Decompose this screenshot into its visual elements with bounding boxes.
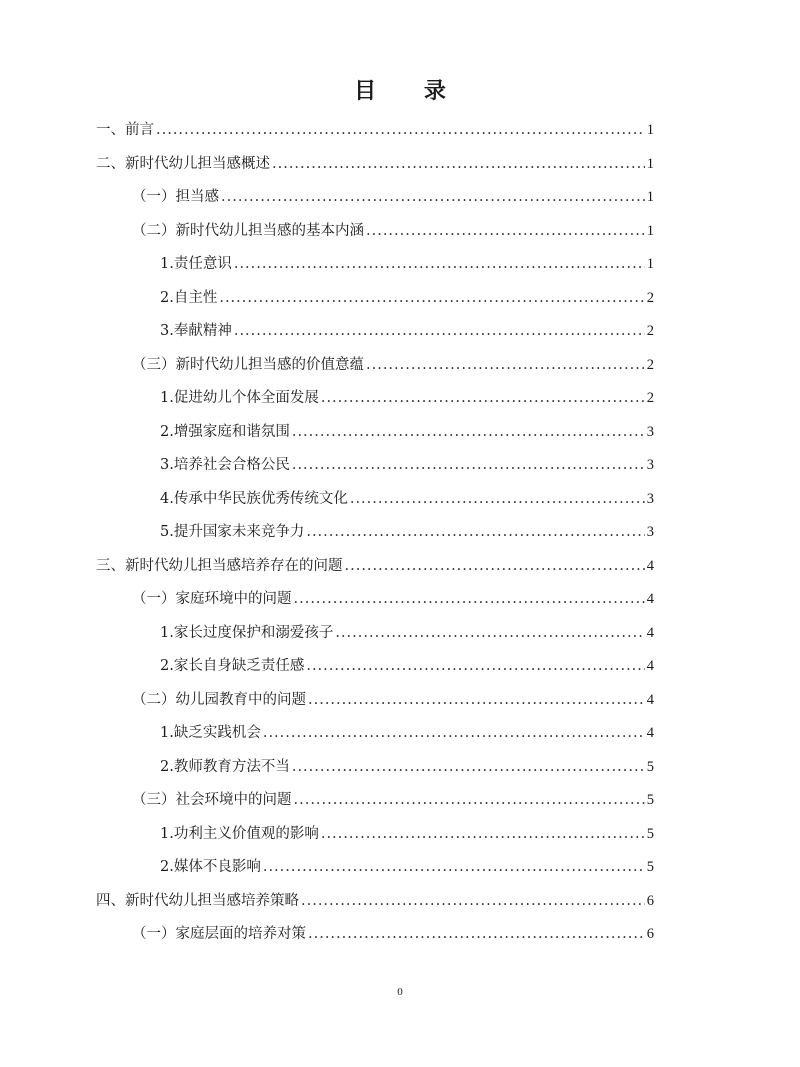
toc-entry-label: （二）幼儿园教育中的问题 <box>132 691 306 708</box>
dot-leader <box>292 449 645 483</box>
toc-entry[interactable] <box>96 818 654 852</box>
dot-leader <box>335 617 644 651</box>
toc-entry-label: （三）新时代幼儿担当感的价值意蕴 <box>132 356 364 373</box>
toc-entry-label: 二、新时代幼儿担当感概述 <box>96 155 270 172</box>
toc-entry-label: 5.提升国家未来竞争力 <box>160 524 305 540</box>
dot-leader <box>292 751 645 785</box>
dot-leader <box>306 516 644 550</box>
toc-entry-page: 2 <box>646 289 654 306</box>
toc-entry-page: 1 <box>646 189 654 205</box>
toc-entry-label: 3.培养社会合格公民 <box>160 457 290 473</box>
page-title: 目 录 <box>354 79 466 104</box>
dot-leader <box>366 349 645 383</box>
dot-leader <box>350 483 645 517</box>
toc-entry[interactable] <box>96 885 654 919</box>
dot-leader <box>321 818 645 852</box>
toc-entry-page: 3 <box>646 457 654 473</box>
toc-entry-label: 1.缺乏实践机会 <box>160 725 261 741</box>
toc-entry-label: 2.教师教育方法不当 <box>160 758 290 775</box>
toc-entry[interactable] <box>96 583 654 617</box>
dot-leader <box>292 416 645 450</box>
dot-leader <box>321 382 645 416</box>
toc-entry-page: 1 <box>646 122 654 138</box>
toc-entry-label: 4.传承中华民族优秀传统文化 <box>160 490 348 507</box>
dot-leader <box>301 885 645 919</box>
toc-entry-page: 4 <box>646 557 654 574</box>
dot-leader <box>345 550 645 584</box>
toc-entry-label: （一）担当感 <box>132 189 219 205</box>
toc-entry-page: 3 <box>646 524 654 540</box>
dot-leader <box>272 148 645 182</box>
toc-entry-page: 2 <box>646 323 654 339</box>
toc-entry-page: 4 <box>646 658 654 674</box>
dot-leader <box>221 181 645 215</box>
toc-entry-label: 1.家长过度保护和溺爱孩子 <box>160 624 334 641</box>
toc-entry-label: 1.责任意识 <box>160 256 232 272</box>
toc-entry[interactable] <box>96 349 654 383</box>
toc-entry-label: 2.增强家庭和谐氛围 <box>160 423 290 440</box>
toc-entry-page: 5 <box>646 792 654 808</box>
toc-entry-label: （二）新时代幼儿担当感的基本内涵 <box>132 222 364 239</box>
toc-entry-page: 5 <box>646 859 654 875</box>
page-number: 0 <box>397 986 403 998</box>
toc-entry-page: 3 <box>646 490 654 507</box>
toc-entry[interactable] <box>96 315 654 349</box>
toc-entry-page: 4 <box>646 624 654 641</box>
toc-entry[interactable] <box>96 449 654 483</box>
dot-leader <box>294 583 645 617</box>
toc-entry-label: 一、前言 <box>96 122 154 138</box>
dot-leader <box>308 918 645 952</box>
toc-entry-label: 2.自主性 <box>160 289 218 306</box>
toc-entry[interactable] <box>96 382 654 416</box>
toc-entry-page: 5 <box>646 758 654 775</box>
dot-leader <box>234 248 645 282</box>
toc-entry-page: 5 <box>646 825 654 842</box>
toc-entry[interactable] <box>96 215 654 249</box>
toc-entry[interactable] <box>96 148 654 182</box>
toc-entry-page: 3 <box>646 423 654 440</box>
toc-entry-label: 1.促进幼儿个体全面发展 <box>160 390 319 406</box>
toc-entry-page: 2 <box>646 356 654 373</box>
toc-entry[interactable] <box>96 784 654 818</box>
table-of-contents <box>96 114 654 952</box>
toc-entry-label: （一）家庭环境中的问题 <box>132 591 292 607</box>
dot-leader <box>308 684 645 718</box>
toc-entry-page: 1 <box>646 222 654 239</box>
toc-entry[interactable] <box>96 684 654 718</box>
toc-entry[interactable] <box>96 550 654 584</box>
toc-entry-page: 1 <box>646 155 654 172</box>
toc-entry[interactable] <box>96 483 654 517</box>
toc-entry-page: 1 <box>646 256 654 272</box>
dot-leader <box>294 784 645 818</box>
toc-entry[interactable] <box>96 650 654 684</box>
toc-entry-page: 6 <box>646 892 654 909</box>
toc-entry-page: 6 <box>646 926 654 942</box>
toc-entry[interactable] <box>96 751 654 785</box>
toc-entry[interactable] <box>96 617 654 651</box>
toc-entry[interactable] <box>96 717 654 751</box>
toc-entry-page: 4 <box>646 691 654 708</box>
toc-entry-label: 2.媒体不良影响 <box>160 859 261 875</box>
toc-entry-page: 4 <box>646 725 654 741</box>
toc-entry[interactable] <box>96 181 654 215</box>
toc-entry[interactable] <box>96 416 654 450</box>
dot-leader <box>366 215 645 249</box>
toc-entry-label: 3.奉献精神 <box>160 323 232 339</box>
dot-leader <box>263 717 645 751</box>
toc-entry[interactable] <box>96 918 654 952</box>
toc-entry-page: 2 <box>646 390 654 406</box>
toc-entry[interactable] <box>96 516 654 550</box>
dot-leader <box>156 114 645 148</box>
toc-entry-label: 四、新时代幼儿担当感培养策略 <box>96 892 299 909</box>
toc-entry[interactable] <box>96 282 654 316</box>
toc-entry-label: （三）社会环境中的问题 <box>132 792 292 808</box>
toc-entry-page: 4 <box>646 591 654 607</box>
toc-entry[interactable] <box>96 851 654 885</box>
toc-entry[interactable] <box>96 114 654 148</box>
dot-leader <box>263 851 645 885</box>
dot-leader <box>219 282 644 316</box>
dot-leader <box>234 315 645 349</box>
toc-entry-label: 2.家长自身缺乏责任感 <box>160 658 305 674</box>
toc-entry[interactable] <box>96 248 654 282</box>
toc-entry-label: 三、新时代幼儿担当感培养存在的问题 <box>96 557 343 574</box>
toc-entry-label: 1.功利主义价值观的影响 <box>160 825 319 842</box>
toc-entry-label: （一）家庭层面的培养对策 <box>132 926 306 942</box>
dot-leader <box>306 650 644 684</box>
